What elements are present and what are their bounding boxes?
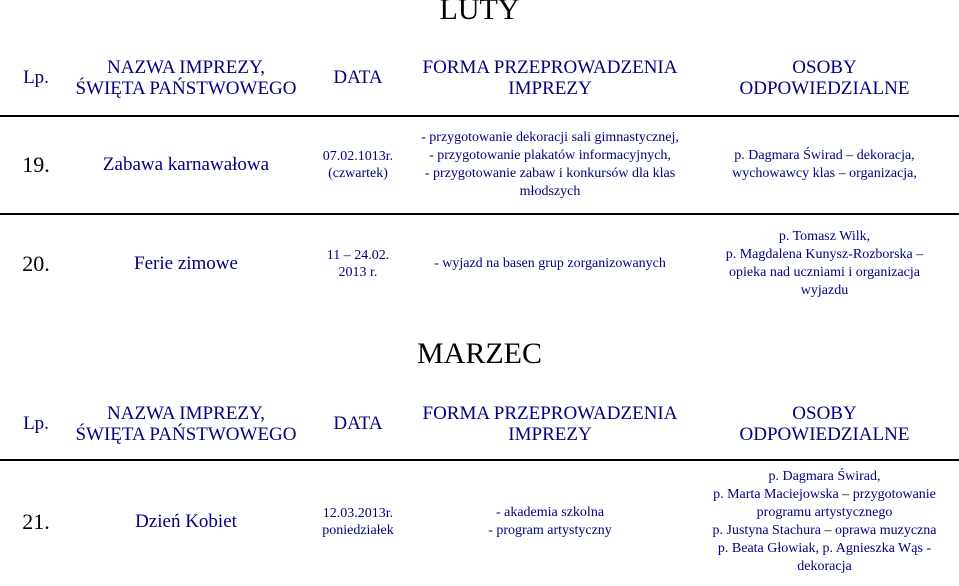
row-date: 11 – 24.02. 2013 r. <box>326 247 390 280</box>
month-title-marzec: MARZEC <box>416 337 542 370</box>
table-header <box>0 40 959 116</box>
header-date: DATA <box>306 40 410 116</box>
row-form: - wyjazd na basen grup zorganizowanych <box>434 255 666 271</box>
row-resp: p. Tomasz Wilk, p. Magdalena Kunysz-Rozborska – opieka nad uczniami i organizacja wyjazdu <box>725 228 924 298</box>
header-form: FORMA PRZEPROWADZENIA IMPREZY <box>410 40 690 116</box>
row-name: Zabawa karnawałowa <box>66 116 306 214</box>
table-row <box>0 116 959 214</box>
header-form: FORMA PRZEPROWADZENIA IMPREZY <box>410 388 690 460</box>
header-resp: OSOBY ODPOWIEDZIALNE <box>690 40 959 116</box>
row-name: Dzień Kobiet <box>135 510 237 532</box>
row-date: 07.02.1013r. (czwartek) <box>306 116 410 214</box>
header-name: NAZWA IMPREZY, ŚWIĘTA PAŃSTWOWEGO <box>66 40 306 116</box>
row-lp: 20. <box>22 250 50 276</box>
header-date: DATA <box>306 388 410 460</box>
header-resp: OSOBY ODPOWIEDZIALNE <box>690 388 959 460</box>
row-resp: p. Dagmara Świrad, p. Marta Maciejowska – przygotowanie programu artystycznego p. Justyna Stachura – oprawa muzyczna p. Beata Głowiak, p. Agnieszka Wąs - dekoracja <box>712 468 937 574</box>
table-row <box>0 214 959 312</box>
header-lp: Lp. <box>0 40 66 116</box>
schedule-table-marzec <box>0 388 959 582</box>
row-name: Ferie zimowe <box>134 252 238 274</box>
row-lp: 19. <box>0 116 66 214</box>
table-header <box>0 388 959 460</box>
header-lp: Lp. <box>0 388 66 460</box>
row-form: - przygotowanie dekoracji sali gimnastycznej, - przygotowanie plakatów informacyjnych, - przygotowanie zabaw i konkursów dla klas młodszych <box>410 116 690 214</box>
row-resp: p. Dagmara Świrad – dekoracja, wychowawcy klas – organizacja, <box>690 116 959 214</box>
row-lp: 21. <box>22 508 50 534</box>
row-form: - akademia szkolna - program artystyczny <box>488 504 612 538</box>
schedule-table-luty <box>0 40 959 312</box>
table-row <box>0 460 959 582</box>
month-title-luty: LUTY <box>439 0 520 26</box>
header-name: NAZWA IMPREZY, ŚWIĘTA PAŃSTWOWEGO <box>66 388 306 460</box>
row-date: 12.03.2013r. poniedziałek <box>322 505 394 538</box>
